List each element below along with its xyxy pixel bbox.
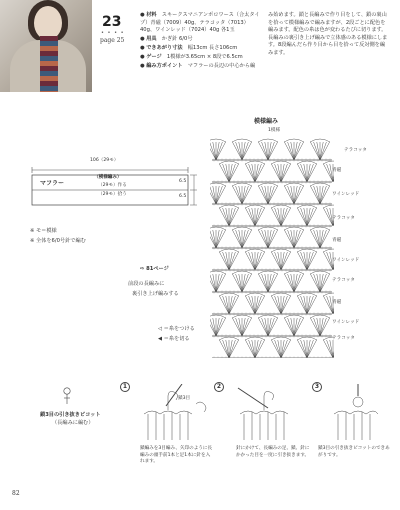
note-1: ※ モ＝模様 (30, 228, 57, 234)
color-label-10: テラコッタ (332, 336, 355, 341)
step-3-illustration (328, 384, 400, 442)
side-note-1: 前段の長編みに (128, 281, 165, 287)
color-labels (332, 140, 400, 360)
color-label-6: ワインレッド (332, 258, 360, 263)
chart-title: 模様編み (254, 118, 279, 125)
schematic (30, 158, 200, 218)
ref-note: ⇨ 81ページ (140, 266, 169, 272)
photo-face (34, 6, 62, 40)
legend-attach: ◁ ＝糸をつける (158, 326, 195, 332)
spec-materials: ● 材料 スキークスマニアンポロワース（合太タイプ）青磁（7009）40g、テラコッタ（7013）40g、ワインレッド（7024）40g 各1玉 (140, 12, 260, 34)
height-bottom: 6.5 (179, 194, 187, 199)
spec-size: ● できあがり寸法 幅13cm 長さ106cm (140, 45, 238, 52)
step-2-text: 針にかけて、長編みの足、鎖、針にかかった目を一度に引き抜きます。 (236, 446, 310, 458)
spec-block (140, 12, 262, 72)
model-photo (0, 0, 92, 92)
chart-start-label: 1模様 (268, 128, 281, 133)
color-label-4: テラコッタ (332, 216, 355, 221)
dots-icon: • • • • (101, 30, 125, 36)
picot-title-2: （長編みに編む） (52, 419, 94, 426)
step-3-badge: 3 (312, 382, 322, 392)
inner-title: （模様編み） (94, 175, 122, 180)
color-label-5: 青磁 (332, 238, 342, 243)
spec-gauge: ● ゲージ 1模様が3.65cm × 8段で6.5cm (140, 54, 243, 61)
inner-line2: （29モ）拾う (98, 192, 127, 197)
picot-title-1: 鎖3目の引き抜きピコット (40, 412, 101, 418)
color-label-9: ワインレッド (332, 320, 360, 325)
step-1-illustration (138, 384, 214, 442)
color-label-7: テラコッタ (332, 278, 355, 283)
step-1-text: 鎖編みを3目編み、矢印のように長編みの頭手前1本と足1本に針を入れます。 (140, 446, 213, 465)
crochet-chart (210, 130, 334, 358)
description-text: み始めます。鎖と長編みで作り目をして、鎖の裏山を拾って模様編みで編みますが、2段ごとに配色を編みます。配色の糸は色が変わるたびに切ります。長編みの裏引き上げ編みで立体感のある模様にします。8段編んだら作り目から目を拾って反対側を編みます。 (268, 12, 388, 56)
step-2-badge: 2 (214, 382, 224, 392)
spec-howto: ● 編み方ポイント マフラーの長辺の中心から編 (140, 63, 256, 70)
step-1-badge: 1 (120, 382, 130, 392)
side-note-2: 裏引き上げ編みする (132, 291, 179, 297)
color-label-8: 青磁 (332, 300, 342, 305)
page-number: 82 (12, 490, 20, 497)
piece-label: マフラー (40, 180, 65, 187)
picot-icon (60, 386, 74, 406)
note-2: ※ 全体を6/0号針で編む (30, 238, 86, 244)
spec-needle: ● 用具 かぎ針 6/0号 (140, 36, 193, 43)
step-1-tag: 鎖3目 (178, 396, 191, 401)
picot-heading (40, 412, 101, 427)
page-reference: page 25 (100, 37, 125, 44)
color-label-3: ワインレッド (332, 192, 360, 197)
legend-cut: ◀ ＝糸を切る (158, 336, 190, 342)
inner-line1: （29モ）作る (98, 183, 127, 188)
step-3-text: 鎖3目の引き抜きピコットのできあがりです。 (318, 446, 390, 458)
color-label-1: テラコッタ (344, 148, 367, 153)
pattern-number: 23 (102, 14, 122, 30)
height-top: 6.5 (179, 179, 187, 184)
color-label-2: 青磁 (332, 168, 342, 173)
photo-scarf (40, 36, 58, 92)
width-label: 106（29モ） (90, 158, 119, 163)
step-2-illustration (234, 384, 310, 442)
